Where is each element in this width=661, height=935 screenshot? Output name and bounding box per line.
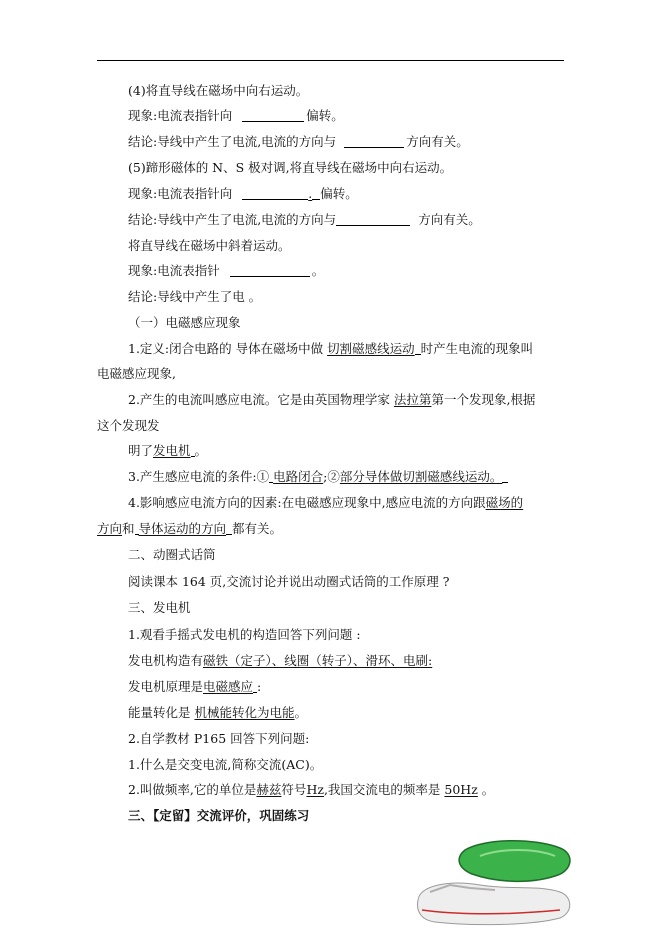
- insole: [459, 841, 570, 882]
- section-6-title: 将直导线在磁场中斜着运动。: [128, 238, 291, 253]
- generator-ac: 1.什么是交变电流,简称交流(AC)。: [128, 757, 323, 772]
- final-heading: 三、【定留】交流评价，巩固练习: [128, 808, 310, 823]
- section-5-title: (5)蹄形磁体的 N、S 极对调,将直导线在磁场中向右运动。: [128, 160, 453, 175]
- answer-blank[interactable]: [230, 264, 310, 277]
- header-rule: [97, 60, 564, 61]
- emi-faraday: 2.产生的电流叫感应电流。它是由英国物理学家 法拉第第一个发现象,根据: [128, 392, 536, 407]
- emi-conditions: 3.产生感应电流的条件:① 电路闭合;②部分导体做切割磁感线运动。: [128, 469, 568, 485]
- section-6-conclusion: 结论:导线中产生了电 。: [128, 289, 262, 304]
- microphone-task: 阅读课本 164 页,交流讨论并说出动圈式话筒的工作原理 ?: [128, 574, 450, 589]
- section-5-conclusion: 结论:导线中产生了电流,电流的方向与 方向有关。: [128, 212, 481, 227]
- generator-q1: 1.观看手摇式发电机的构造回答下列问题 :: [128, 627, 361, 642]
- emi-faraday-generator: 明了发电机 。: [128, 443, 208, 458]
- answer-blank[interactable]: [336, 213, 410, 226]
- section-5-phenomenon: 现象:电流表指针向 . 偏转。: [128, 186, 358, 201]
- emi-heading: （一）电磁感应现象: [128, 315, 241, 330]
- generator-energy: 能量转化是 机械能转化为电能。: [128, 705, 308, 720]
- generator-q2: 2.自学教材 P165 回答下列问题:: [128, 731, 310, 746]
- emi-faraday-cont: 这个发现发: [97, 418, 160, 433]
- emi-direction: 4.影响感应电流方向的因素:在电磁感应现象中,感应电流的方向跟磁场的: [128, 495, 524, 510]
- shoe-insole-image: [410, 830, 580, 930]
- generator-principle: 发电机原理是电磁感应 :: [128, 679, 262, 694]
- emi-definition-cont: 电磁感应现象,: [97, 366, 176, 381]
- microphone-heading: 二、动圈式话筒: [128, 547, 216, 562]
- generator-structure: 发电机构造有磁铁（定子）、线圈（转子）、滑环、电刷:: [128, 653, 433, 668]
- emi-direction-cont: 方向和 导体运动的方向 都有关。: [97, 521, 283, 536]
- section-4-title: (4)将直导线在磁场中向右运动。: [128, 83, 309, 98]
- answer-blank[interactable]: [242, 109, 304, 122]
- section-4-phenomenon: 现象:电流表指针向 偏转。: [128, 108, 344, 123]
- generator-heading: 三、发电机: [128, 600, 191, 615]
- generator-frequency: 2.叫做频率,它的单位是赫兹符号Hz,我国交流电的频率是 50Hz 。: [128, 782, 495, 797]
- emi-definition: 1.定义:闭合电路的 导体在磁场中做 切割磁感线运动 时产生电流的现象叫: [128, 341, 534, 356]
- answer-blank[interactable]: [242, 187, 308, 200]
- answer-blank[interactable]: [344, 135, 404, 148]
- section-6-phenomenon: 现象:电流表指针 。: [128, 263, 325, 278]
- section-4-conclusion: 结论:导线中产生了电流,电流的方向与 方向有关。: [128, 134, 469, 149]
